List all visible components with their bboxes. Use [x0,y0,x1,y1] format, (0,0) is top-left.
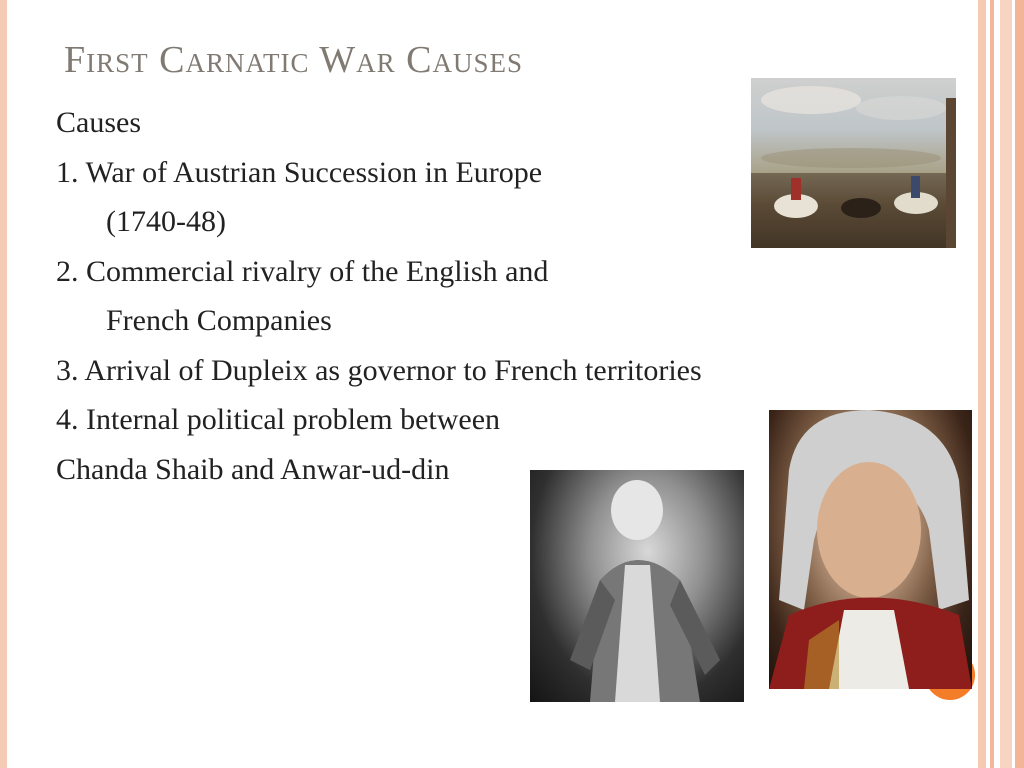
battle-painting-image [751,78,956,248]
right-border-stripe [1015,0,1024,768]
list-line: (1740-48) [106,205,226,238]
list-line: 4. Internal political problem between [56,403,501,436]
list-line: 3. Arrival of Dupleix as governor to French territories [56,353,702,387]
right-border-stripe [1000,0,1012,768]
portrait-bw-image [530,470,744,702]
portrait-color-image [769,410,972,689]
list-line: Causes [56,106,141,139]
right-border-stripe [990,0,994,768]
list-line: French Companies [106,304,332,337]
list-line: Chanda Shaib and Anwar-ud-din [56,452,450,486]
list-line: 2. Commercial rivalry of the English and [56,254,549,288]
left-border-stripe [0,0,7,768]
right-border-stripe [978,0,986,768]
list-line: 1. War of Austrian Succession in Europe [56,155,543,189]
slide-title: First Carnatic War Causes [64,39,524,81]
causes-list [56,98,702,494]
